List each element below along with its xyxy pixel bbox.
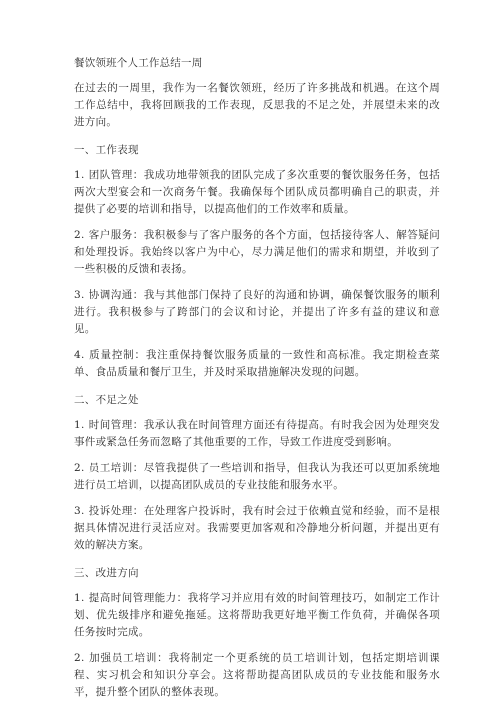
- list-item: [74, 650, 440, 701]
- item-text: 客户服务：我积极参与了客户服务的各个方面，包括接待客人、解答疑问和处理投诉。我始终以客户为中心，尽力满足他们的需求和期望，并收到了一些积极的反馈和表扬。: [74, 229, 440, 275]
- item-text: 团队管理：我成功地带领我的团队完成了多次重要的餐饮服务任务，包括两次大型宴会和一次商务午餐。我确保每个团队成员都明确自己的职责，并提供了必要的培训和指导，以提高他们的工作效率和质量。: [74, 169, 440, 215]
- item-number: 1.: [74, 592, 85, 604]
- item-text: 协调沟通：我与其他部门保持了良好的沟通和协调，确保餐饮服务的顺利进行。我积极参与了跨部门的会议和讨论，并提出了许多有益的建议和意见。: [74, 289, 440, 335]
- document-title: 餐饮领班个人工作总结一周: [74, 57, 203, 69]
- list-item: [74, 417, 440, 451]
- section-heading-improvements: 三、改进方向: [74, 567, 139, 579]
- list-item: [74, 227, 440, 278]
- item-number: 3.: [74, 505, 85, 517]
- item-text: 提高时间管理能力：我将学习并应用有效的时间管理技巧，如制定工作计划、优先级排序和避免拖延。这将帮助我更好地平衡工作负荷，并确保各项任务按时完成。: [74, 592, 440, 638]
- list-item: [74, 460, 440, 494]
- item-number: 2.: [74, 652, 85, 664]
- section-heading-performance: 一、工作表现: [74, 144, 139, 156]
- item-number: 2.: [74, 229, 85, 241]
- item-text: 质量控制：我注重保持餐饮服务质量的一致性和高标准。我定期检查菜单、食品质量和餐厅卫生，并及时采取措施解决发现的问题。: [74, 349, 440, 378]
- list-item: [74, 590, 440, 641]
- item-number: 2.: [74, 462, 85, 474]
- list-item: [74, 347, 440, 381]
- list-item: [74, 287, 440, 338]
- list-item: [74, 167, 440, 218]
- item-text: 加强员工培训：我将制定一个更系统的员工培训计划，包括定期培训课程、实习机会和知识分享会。这将帮助提高团队成员的专业技能和服务水平，提升整个团队的整体表现。: [74, 652, 440, 698]
- item-number: 1.: [74, 169, 85, 181]
- section-heading-shortcomings: 二、不足之处: [74, 394, 139, 406]
- item-text: 员工培训：尽管我提供了一些培训和指导，但我认为我还可以更加系统地进行员工培训，以提高团队成员的专业技能和服务水平。: [74, 462, 440, 491]
- intro-paragraph: 在过去的一周里，我作为一名餐饮领班，经历了许多挑战和机遇。在这个周工作总结中，我将回顾我的工作表现，反思我的不足之处，并展望未来的改进方向。: [74, 82, 440, 128]
- item-text: 时间管理：我承认我在时间管理方面还有待提高。有时我会因为处理突发事件或紧急任务而忽略了其他重要的工作，导致工作进度受到影响。: [74, 419, 440, 448]
- item-number: 4.: [74, 349, 85, 361]
- item-text: 投诉处理：在处理客户投诉时，我有时会过于依赖直觉和经验，而不是根据具体情况进行灵活应对。我需要更加客观和冷静地分析问题，并提出更有效的解决方案。: [74, 505, 440, 551]
- item-number: 1.: [74, 419, 85, 431]
- list-item: [74, 503, 440, 554]
- item-number: 3.: [74, 289, 85, 301]
